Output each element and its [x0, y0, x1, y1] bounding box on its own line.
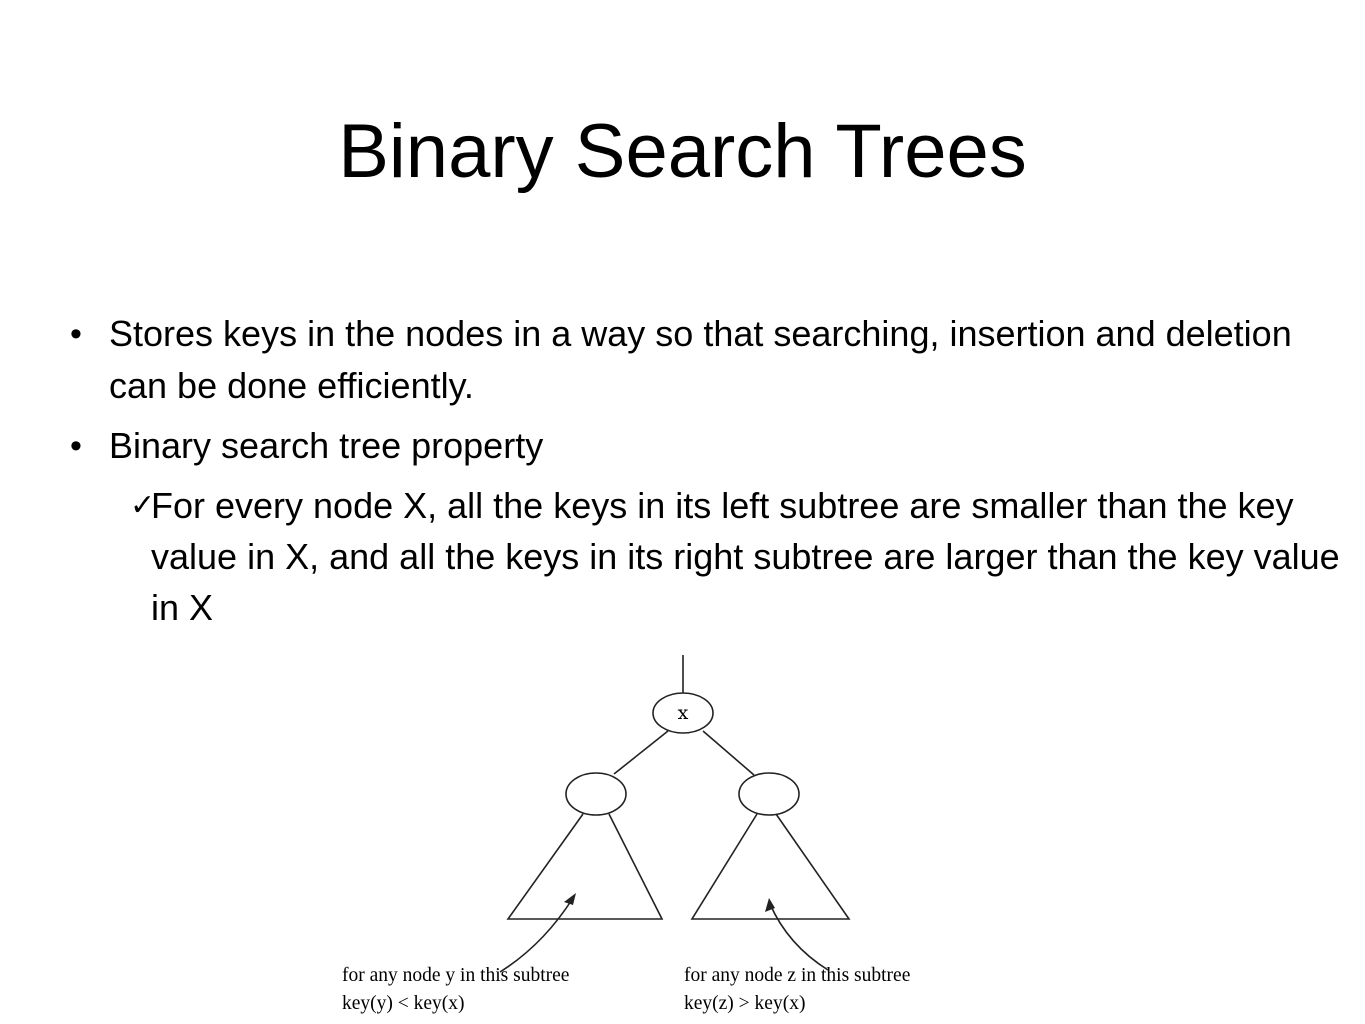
left-subtree-triangle: [508, 814, 662, 919]
root-right-edge: [703, 731, 754, 775]
left-caption-line: for any node y in this subtree: [342, 965, 570, 986]
right-pointer-arrow: [770, 904, 828, 970]
slide-title: Binary Search Trees: [338, 109, 1027, 194]
bullet-text: Binary search tree property: [109, 425, 544, 466]
bullet-item: [70, 420, 1340, 472]
bullet-dot-icon: •: [70, 315, 82, 353]
bullet-item: [70, 308, 1340, 412]
root-node-label: x: [677, 702, 689, 724]
root-left-edge: [614, 731, 668, 774]
left-caption-line: key(y) < key(x): [342, 993, 465, 1014]
sub-bullet-text: For every node X, all the keys in its left subtree are smaller than the key value in X, and all the keys in its right subtree are larger than the key value in X: [151, 485, 1340, 628]
right-caption-line: for any node z in this subtree: [684, 965, 911, 986]
left-child-node: [566, 773, 626, 815]
right-subtree-caption: [684, 962, 910, 1018]
sub-bullet-item: [130, 480, 1340, 633]
left-pointer-arrow: [500, 898, 573, 972]
checkmark-icon: ✓: [130, 488, 156, 523]
right-child-node: [739, 773, 799, 815]
left-arrowhead-icon: [564, 893, 576, 905]
bullet-list: [70, 308, 1340, 633]
bullet-dot-icon: •: [70, 427, 82, 465]
bullet-text: Stores keys in the nodes in a way so that searching, insertion and deletion can be done efficiently.: [109, 313, 1292, 406]
left-subtree-caption: [342, 962, 569, 1018]
right-caption-line: key(z) > key(x): [684, 993, 806, 1014]
